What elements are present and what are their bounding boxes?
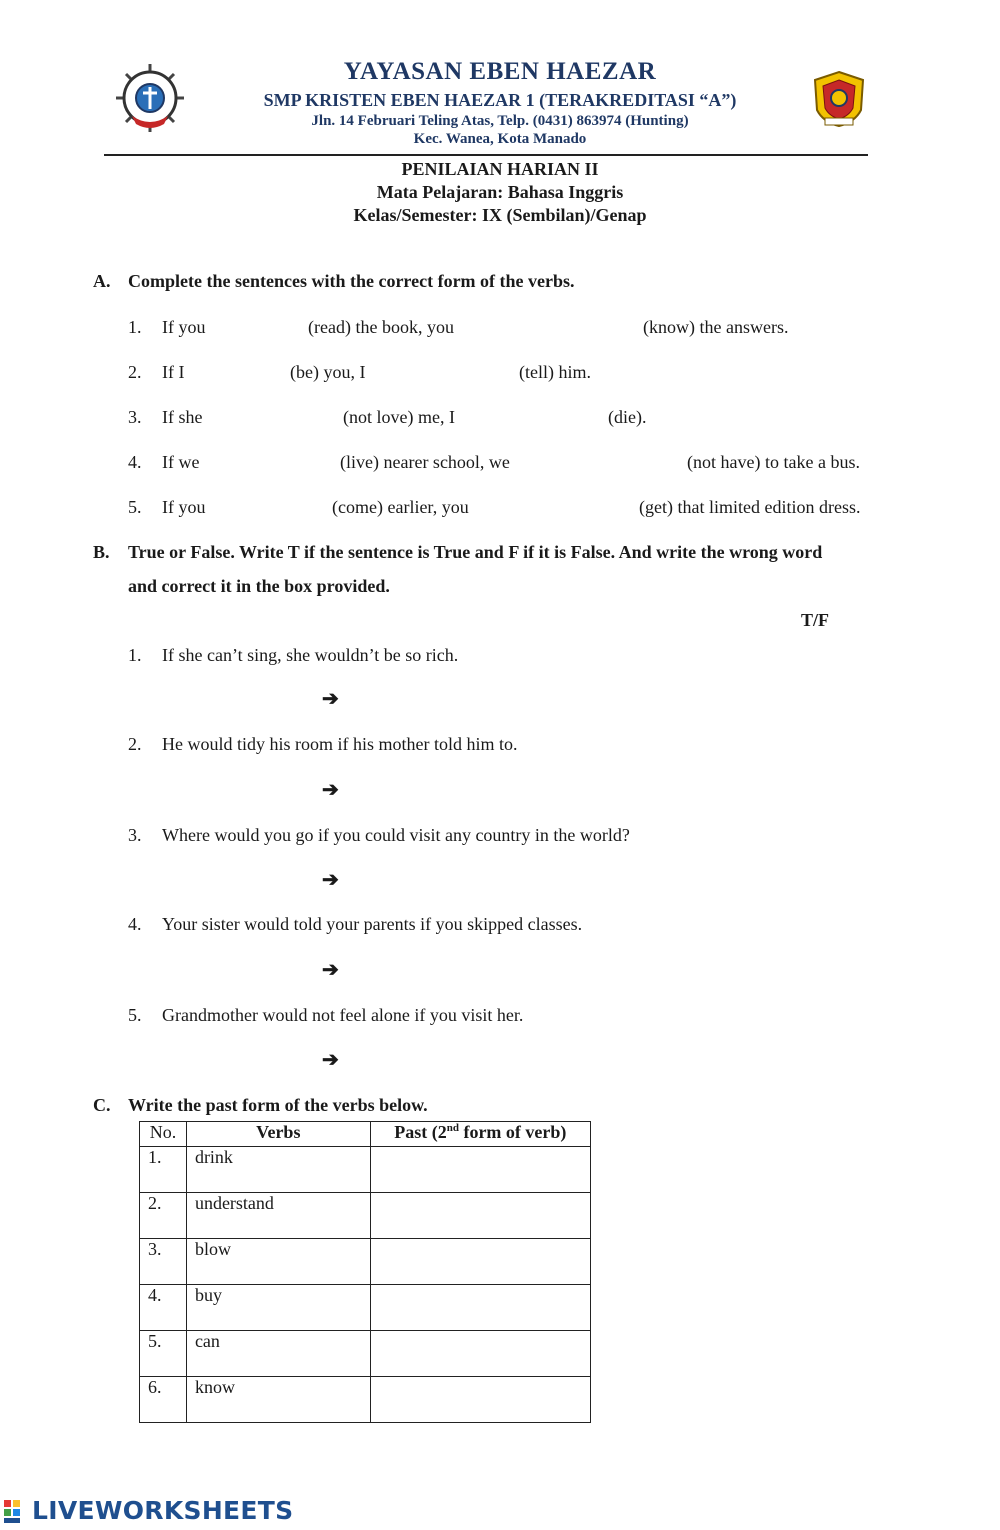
row-verb: understand (186, 1193, 370, 1239)
table-row (140, 1239, 591, 1285)
statement-text: Your sister would told your parents if you skipped classes. (162, 914, 583, 934)
exam-grade: Kelas/Semester: IX (Sembilan)/Genap (353, 205, 647, 225)
statement-text: He would tidy his room if his mother told him to. (162, 734, 518, 754)
arrow-right-icon: ➔ (322, 688, 339, 710)
sentence-part: (live) nearer school, we (340, 452, 510, 472)
sentence-part: (come) earlier, you (332, 497, 469, 517)
row-verb: can (186, 1331, 370, 1377)
section-b-instruction: True or False. Write T if the sentence is True and F if it is False. And write the wrong word (128, 542, 823, 562)
item-number: 4. (128, 914, 142, 934)
header-past-text-end: form of verb) (458, 1122, 567, 1142)
header-verbs: Verbs (186, 1122, 370, 1147)
item-number: 2. (128, 734, 142, 754)
row-verb: know (186, 1377, 370, 1423)
arrow-right-icon: ➔ (322, 959, 339, 981)
item-number: 5. (128, 497, 142, 517)
arrow-right-icon: ➔ (322, 869, 339, 891)
answer-cell[interactable] (370, 1193, 590, 1239)
section-c-instruction: Write the past form of the verbs below. (128, 1095, 428, 1115)
answer-cell[interactable] (370, 1331, 590, 1377)
header-no: No. (140, 1122, 187, 1147)
header-divider (104, 154, 868, 156)
item-number: 5. (128, 1005, 142, 1025)
sentence-part: (read) the book, you (308, 317, 454, 337)
row-number: 2. (140, 1193, 187, 1239)
item-number: 4. (128, 452, 142, 472)
table-row (140, 1147, 591, 1193)
item-number: 1. (128, 317, 142, 337)
header-past-text: Past (2 (394, 1122, 447, 1142)
item-number: 3. (128, 825, 142, 845)
table-row (140, 1377, 591, 1423)
row-number: 1. (140, 1147, 187, 1193)
table-row (140, 1285, 591, 1331)
school-district: Kec. Wanea, Kota Manado (413, 131, 587, 147)
table-row (140, 1331, 591, 1377)
item-number: 2. (128, 362, 142, 382)
school-name: SMP KRISTEN EBEN HAEZAR 1 (TERAKREDITASI “A”) (263, 90, 737, 110)
table-row (140, 1193, 591, 1239)
answer-cell[interactable] (370, 1239, 590, 1285)
header-past (370, 1122, 590, 1147)
statement-text: Grandmother would not feel alone if you visit her. (162, 1005, 524, 1025)
item-number: 3. (128, 407, 142, 427)
table-header-row (140, 1122, 591, 1147)
statement-text: Where would you go if you could visit any country in the world? (162, 825, 630, 845)
sentence-part: (tell) him. (519, 362, 591, 382)
tf-column-label: T/F (801, 610, 830, 630)
arrow-right-icon: ➔ (322, 1049, 339, 1071)
answer-cell[interactable] (370, 1377, 590, 1423)
arrow-right-icon: ➔ (322, 779, 339, 801)
school-address: Jln. 14 Februari Teling Atas, Telp. (0431) 863974 (Hunting) (311, 113, 689, 129)
section-a-letter: A. (93, 271, 111, 291)
row-verb: blow (186, 1239, 370, 1285)
sentence-part: (know) the answers. (643, 317, 789, 337)
sentence-part: (get) that limited edition dress. (639, 497, 861, 517)
item-number: 1. (128, 645, 142, 665)
verbs-table (139, 1121, 591, 1423)
row-number: 6. (140, 1377, 187, 1423)
section-a-instruction: Complete the sentences with the correct form of the verbs. (128, 271, 575, 291)
section-b-instruction-cont: and correct it in the box provided. (128, 576, 390, 596)
section-b-letter: B. (93, 542, 110, 562)
foundation-title: YAYASAN EBEN HAEZAR (343, 58, 657, 85)
answer-cell[interactable] (370, 1147, 590, 1193)
exam-title: PENILAIAN HARIAN II (401, 159, 599, 179)
liveworksheets-brand[interactable]: LIVEWORKSHEETS (32, 1496, 294, 1525)
sentence-part: (not love) me, I (343, 407, 455, 427)
row-verb: drink (186, 1147, 370, 1193)
liveworksheets-logo-icon (4, 1500, 30, 1524)
sentence-part: (die). (608, 407, 647, 427)
sentence-part: If she (162, 407, 203, 427)
answer-cell[interactable] (370, 1285, 590, 1331)
sentence-part: If we (162, 452, 200, 472)
statement-text: If she can’t sing, she wouldn’t be so rich. (162, 645, 459, 665)
sentence-part: If you (162, 497, 206, 517)
sentence-part: (not have) to take a bus. (687, 452, 860, 472)
header-past-sup: nd (446, 1122, 459, 1134)
sentence-part: If I (162, 362, 185, 382)
section-c-letter: C. (93, 1095, 111, 1115)
sentence-part: (be) you, I (290, 362, 366, 382)
sentence-part: If you (162, 317, 206, 337)
row-verb: buy (186, 1285, 370, 1331)
exam-subject: Mata Pelajaran: Bahasa Inggris (376, 182, 624, 202)
row-number: 4. (140, 1285, 187, 1331)
row-number: 3. (140, 1239, 187, 1285)
row-number: 5. (140, 1331, 187, 1377)
